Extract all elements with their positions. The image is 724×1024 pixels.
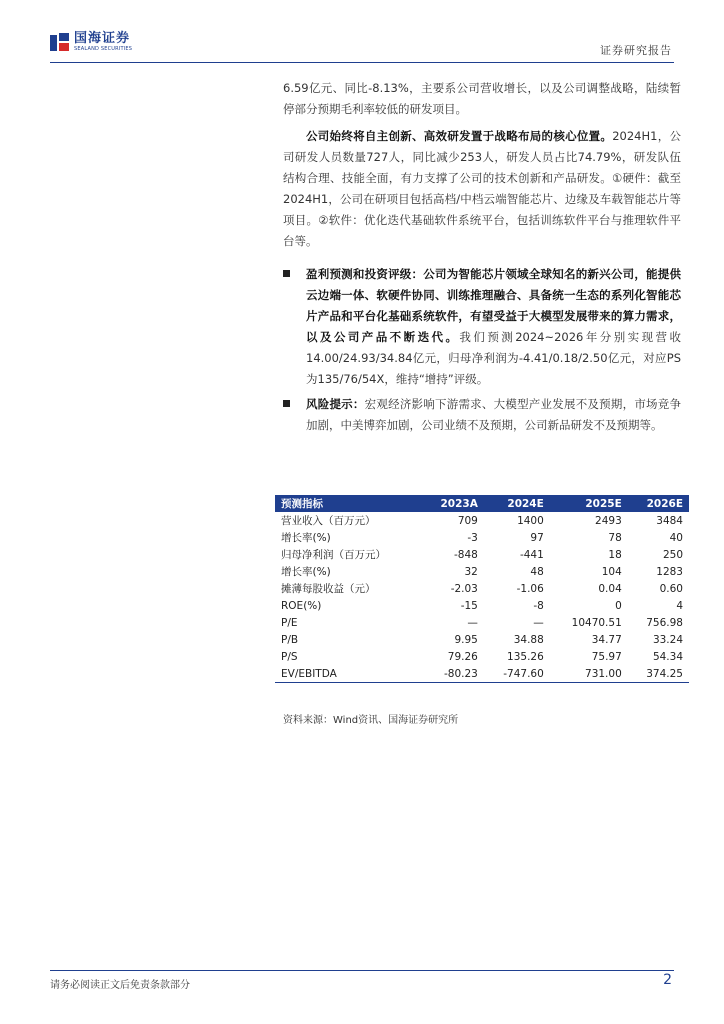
header-divider <box>50 62 674 63</box>
table-cell: 78 <box>608 531 622 544</box>
table-row <box>275 512 689 529</box>
table-cell: 4 <box>676 599 683 612</box>
table-cell: 营业收入（百万元） <box>281 515 376 527</box>
table-cell: 2493 <box>595 514 622 527</box>
table-cell: -8 <box>533 599 544 612</box>
table-cell: 250 <box>662 548 683 561</box>
bullet-square-icon <box>283 400 290 407</box>
earnings-forecast-body: 我们预测2024~2026年分别实现营收14.00/24.93/34.84亿元，归母净利润为-4.41/0.18/2.50亿元，对应PS为135/76/54X，维持“增持”评级。 <box>306 330 682 386</box>
table-cell: EV/EBITDA <box>275 665 422 683</box>
table-cell: -747.60 <box>484 665 550 683</box>
table-cell: 79.26 <box>447 650 478 663</box>
table-cell: 摊薄每股收益（元） <box>281 583 376 595</box>
risk-warning-bullet <box>283 394 681 436</box>
table-row <box>275 546 689 563</box>
table-cell: 97 <box>530 531 544 544</box>
table-cell: 32 <box>464 565 478 578</box>
table-header-cell: 2025E <box>550 495 628 512</box>
footer-divider <box>50 970 674 971</box>
table-row <box>275 563 689 580</box>
table-row <box>275 597 689 614</box>
table-cell: 731.00 <box>550 665 628 683</box>
risk-warning-body: 宏观经济影响下游需求、大模型产业发展不及预期，市场竞争加剧，中美博弈加剧，公司业绩不及预期，公司新品研发不及预期等。 <box>306 397 682 432</box>
company-logo <box>50 32 132 52</box>
table-cell: -1.06 <box>516 582 544 595</box>
table-cell: — <box>533 616 544 629</box>
table-cell: 135.26 <box>507 650 544 663</box>
footer-disclaimer: 请务必阅读正文后免责条款部分 <box>50 980 190 991</box>
table-header-cell: 2023A <box>422 495 484 512</box>
table-cell: 0.60 <box>659 582 683 595</box>
table-cell: 1283 <box>656 565 683 578</box>
table-cell: 增长率(%) <box>281 532 331 544</box>
paragraph-rnd-lead: 公司始终将自主创新、高效研发置于战略布局的核心位置。 <box>306 129 613 143</box>
table-cell: 3484 <box>656 514 683 527</box>
table-cell: 10470.51 <box>571 616 622 629</box>
table-cell: 709 <box>457 514 478 527</box>
table-cell: 增长率(%) <box>281 566 331 578</box>
table-cell: P/S <box>281 650 298 663</box>
table-cell: 33.24 <box>652 633 683 646</box>
table-cell: 34.77 <box>591 633 622 646</box>
table-cell: -3 <box>467 531 478 544</box>
table-cell: 374.25 <box>628 665 689 683</box>
table-cell: -15 <box>460 599 478 612</box>
table-cell: 9.95 <box>454 633 478 646</box>
logo-name-en: SEALAND SECURITIES <box>74 46 133 52</box>
page-number: 2 <box>663 972 672 988</box>
table-cell: 34.88 <box>513 633 544 646</box>
table-header-cell: 2026E <box>628 495 689 512</box>
table-cell: — <box>467 616 478 629</box>
paragraph-rnd-body: 2024H1，公司研发人员数量727人，同比减少253人，研发人员占比74.79%，研发队伍结构合理、技能全面，有力支撑了公司的技术创新和产品研发。①硬件：截至2024H1，公司在研项目包括高档/中档云端智能芯片、边缘及车载智能芯片等项目。②软件：优化迭代基础软件系统平台，包括训练软件平台与推理软件平台等。 <box>283 129 682 248</box>
table-header-cell: 2024E <box>484 495 550 512</box>
paragraph-rnd <box>283 126 681 252</box>
table-row <box>275 529 689 546</box>
table-cell: 0 <box>615 599 622 612</box>
table-cell: -80.23 <box>422 665 484 683</box>
bullet-square-icon <box>283 270 290 277</box>
table-cell: P/E <box>281 616 298 629</box>
table-cell: 54.34 <box>652 650 683 663</box>
table-cell: 18 <box>608 548 622 561</box>
logo-mark-icon <box>50 33 70 51</box>
table-cell: -441 <box>519 548 544 561</box>
table-cell: -848 <box>454 548 478 561</box>
table-cell: P/B <box>281 633 299 646</box>
table-cell: 0.04 <box>598 582 622 595</box>
table-cell: 48 <box>530 565 544 578</box>
table-cell: 归母净利润（百万元） <box>281 549 386 561</box>
report-type-label: 证券研究报告 <box>600 44 672 57</box>
table-row <box>275 665 689 683</box>
table-cell: 1400 <box>517 514 544 527</box>
table-row <box>275 631 689 648</box>
forecast-table <box>275 495 689 683</box>
table-cell: 75.97 <box>591 650 622 663</box>
table-cell: 104 <box>601 565 622 578</box>
risk-warning-lead: 风险提示： <box>306 397 365 411</box>
paragraph-revenue: 6.59亿元、同比-8.13%，主要系公司营收增长，以及公司调整战略，陆续暂停部分预期毛利率较低的研发项目。 <box>283 81 681 116</box>
table-header-row <box>275 495 689 512</box>
logo-name-cn: 国海证券 <box>74 31 131 46</box>
table-row <box>275 614 689 631</box>
table-row <box>275 580 689 597</box>
table-cell: 756.98 <box>646 616 683 629</box>
table-cell: ROE(%) <box>281 599 322 612</box>
table-cell: 40 <box>669 531 683 544</box>
table-cell: -2.03 <box>450 582 478 595</box>
table-source-note: 资料来源：Wind资讯、国海证券研究所 <box>283 715 459 726</box>
table-header-cell: 预测指标 <box>275 495 422 512</box>
earnings-forecast-bullet <box>283 264 681 390</box>
earnings-forecast-lead: 盈利预测和投资评级：公司为智能芯片领域全球知名的新兴公司，能提供云边端一体、软硬件协同、训练推理融合、具备统一生态的系列化智能芯片产品和平台化基础系统软件，有望受益于大模型发展带来的算力需求，以及公司产品不断迭代。 <box>306 267 681 344</box>
table-row <box>275 648 689 665</box>
